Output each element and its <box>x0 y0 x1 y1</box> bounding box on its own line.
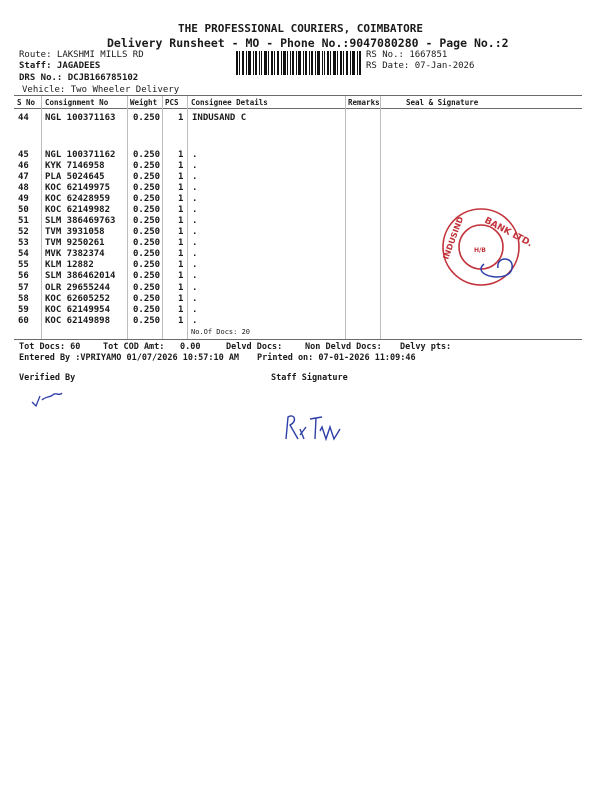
cell-sno: 46 <box>18 161 29 171</box>
no-of-docs: No.Of Docs: 20 <box>191 328 251 336</box>
svg-text:INDUSIND: INDUSIND <box>441 215 466 261</box>
cell-pcs: 1 <box>178 183 184 193</box>
cell-pcs: 1 <box>178 294 184 304</box>
tot-docs: Tot Docs: 60 <box>19 342 81 352</box>
cell-weight: 0.250 <box>133 271 161 281</box>
cell-consignment: TVM 3931058 <box>45 227 105 237</box>
tot-cod-value: 0.00 <box>180 342 201 352</box>
cell-pcs: 1 <box>178 305 184 315</box>
cell-consignment: KOC 62605252 <box>45 294 111 304</box>
cell-pcs: 1 <box>178 238 184 248</box>
col-header-consignment: Consignment No <box>45 98 109 107</box>
col-header-consignee: Consignee Details <box>191 98 268 107</box>
cell-weight: 0.250 <box>133 161 161 171</box>
cell-weight: 0.250 <box>133 238 161 248</box>
cell-pcs: 1 <box>178 205 184 215</box>
cell-consignment: KOC 62428959 <box>45 194 111 204</box>
cell-sno: 44 <box>18 113 29 123</box>
cell-weight: 0.250 <box>133 216 161 226</box>
cell-consignee: . <box>192 316 198 326</box>
cell-sno: 55 <box>18 260 29 270</box>
cell-weight: 0.250 <box>133 113 161 123</box>
col-header-pcs: PCS <box>165 98 179 107</box>
cell-consignee: INDUSAND C <box>192 113 247 123</box>
cell-consignee: . <box>192 294 198 304</box>
cell-consignee: . <box>192 238 198 248</box>
col-header-remarks: Remarks <box>348 98 380 107</box>
tot-cod-label: Tot COD Amt: <box>103 342 165 352</box>
cell-pcs: 1 <box>178 271 184 281</box>
cell-consignee: . <box>192 194 198 204</box>
cell-weight: 0.250 <box>133 283 161 293</box>
cell-consignment: NGL 100371163 <box>45 113 116 123</box>
cell-pcs: 1 <box>178 316 184 326</box>
cell-sno: 59 <box>18 305 29 315</box>
cell-consignment: TVM 9250261 <box>45 238 105 248</box>
cell-sno: 57 <box>18 283 29 293</box>
barcode-image <box>236 51 361 75</box>
svg-text:BANK LTD.: BANK LTD. <box>482 215 534 250</box>
cell-pcs: 1 <box>178 161 184 171</box>
route-text: Route: LAKSHMI MILLS RD <box>19 50 144 60</box>
bank-stamp-image <box>440 206 534 288</box>
col-rule <box>41 96 42 340</box>
runsheet-subtitle: Delivery Runsheet - MO - Phone No.:9047080280 - Page No.:2 <box>107 36 509 50</box>
drs-number: DRS No.: DCJB166785102 <box>19 73 139 83</box>
cell-consignee: . <box>192 161 198 171</box>
cell-consignee: . <box>192 305 198 315</box>
cell-weight: 0.250 <box>133 305 161 315</box>
delvy-pts: Delvy pts: <box>400 342 452 352</box>
cell-pcs: 1 <box>178 283 184 293</box>
col-rule <box>127 96 128 340</box>
non-delvd-docs: Non Delvd Docs: <box>305 342 382 352</box>
cell-pcs: 1 <box>178 172 184 182</box>
cell-consignment: KLM 12882 <box>45 260 94 270</box>
col-rule <box>187 96 188 340</box>
cell-weight: 0.250 <box>133 227 161 237</box>
cell-consignee: . <box>192 283 198 293</box>
col-header-weight: Weight <box>130 98 158 107</box>
rs-date: RS Date: 07-Jan-2026 <box>366 61 475 71</box>
cell-consignee: . <box>192 205 198 215</box>
verified-signature-image <box>30 390 64 410</box>
cell-sno: 52 <box>18 227 29 237</box>
staff-signature-label: Staff Signature <box>271 373 348 383</box>
cell-weight: 0.250 <box>133 150 161 160</box>
svg-text:H/B: H/B <box>474 247 486 254</box>
cell-sno: 51 <box>18 216 29 226</box>
col-rule <box>345 96 346 340</box>
entered-by: Entered By :VPRIYAMO 01/07/2026 10:57:10 AM <box>19 353 240 363</box>
col-header-seal-signature: Seal & Signature <box>406 98 479 107</box>
cell-consignment: SLM 386469763 <box>45 216 116 226</box>
cell-consignee: . <box>192 249 198 259</box>
vehicle-text: Vehicle: Two Wheeler Delivery <box>22 85 180 95</box>
cell-sno: 56 <box>18 271 29 281</box>
cell-consignee: . <box>192 260 198 270</box>
cell-sno: 47 <box>18 172 29 182</box>
table-bottom-rule <box>14 339 582 340</box>
company-title: THE PROFESSIONAL COURIERS, COIMBATORE <box>178 22 424 35</box>
cell-consignment: KOC 62149898 <box>45 316 111 326</box>
col-rule <box>380 96 381 340</box>
printed-on: Printed on: 07-01-2026 11:09:46 <box>257 353 416 363</box>
cell-pcs: 1 <box>178 194 184 204</box>
cell-pcs: 1 <box>178 150 184 160</box>
cell-consignment: KOC 62149954 <box>45 305 111 315</box>
cell-pcs: 1 <box>178 113 184 123</box>
cell-consignment: SLM 386462014 <box>45 271 116 281</box>
cell-weight: 0.250 <box>133 260 161 270</box>
staff-text: Staff: JAGADEES <box>19 61 101 71</box>
cell-weight: 0.250 <box>133 294 161 304</box>
table-header-rule <box>14 108 582 109</box>
cell-consignment: OLR 29655244 <box>45 283 111 293</box>
cell-consignee: . <box>192 150 198 160</box>
cell-pcs: 1 <box>178 227 184 237</box>
cell-consignee: . <box>192 183 198 193</box>
cell-consignee: . <box>192 227 198 237</box>
cell-sno: 53 <box>18 238 29 248</box>
cell-weight: 0.250 <box>133 194 161 204</box>
cell-weight: 0.250 <box>133 205 161 215</box>
cell-sno: 58 <box>18 294 29 304</box>
cell-pcs: 1 <box>178 260 184 270</box>
rs-number: RS No.: 1667851 <box>366 50 448 60</box>
cell-consignment: MVK 7382374 <box>45 249 105 259</box>
cell-consignment: PLA 5024645 <box>45 172 105 182</box>
cell-weight: 0.250 <box>133 249 161 259</box>
cell-sno: 45 <box>18 150 29 160</box>
cell-consignment: KYK 7146958 <box>45 161 105 171</box>
cell-sno: 50 <box>18 205 29 215</box>
cell-sno: 60 <box>18 316 29 326</box>
verified-by-label: Verified By <box>19 373 76 383</box>
cell-consignment: KOC 62149982 <box>45 205 111 215</box>
delvd-docs: Delvd Docs: <box>226 342 283 352</box>
staff-signature-image <box>282 405 357 445</box>
cell-consignment: NGL 100371162 <box>45 150 116 160</box>
col-rule <box>162 96 163 340</box>
cell-consignee: . <box>192 271 198 281</box>
cell-sno: 54 <box>18 249 29 259</box>
cell-consignee: . <box>192 216 198 226</box>
cell-pcs: 1 <box>178 249 184 259</box>
cell-weight: 0.250 <box>133 316 161 326</box>
cell-sno: 49 <box>18 194 29 204</box>
cell-sno: 48 <box>18 183 29 193</box>
cell-weight: 0.250 <box>133 183 161 193</box>
table-top-rule <box>14 95 582 96</box>
cell-consignment: KOC 62149975 <box>45 183 111 193</box>
cell-pcs: 1 <box>178 216 184 226</box>
col-header-sno: S No <box>17 98 36 107</box>
cell-consignee: . <box>192 172 198 182</box>
cell-weight: 0.250 <box>133 172 161 182</box>
